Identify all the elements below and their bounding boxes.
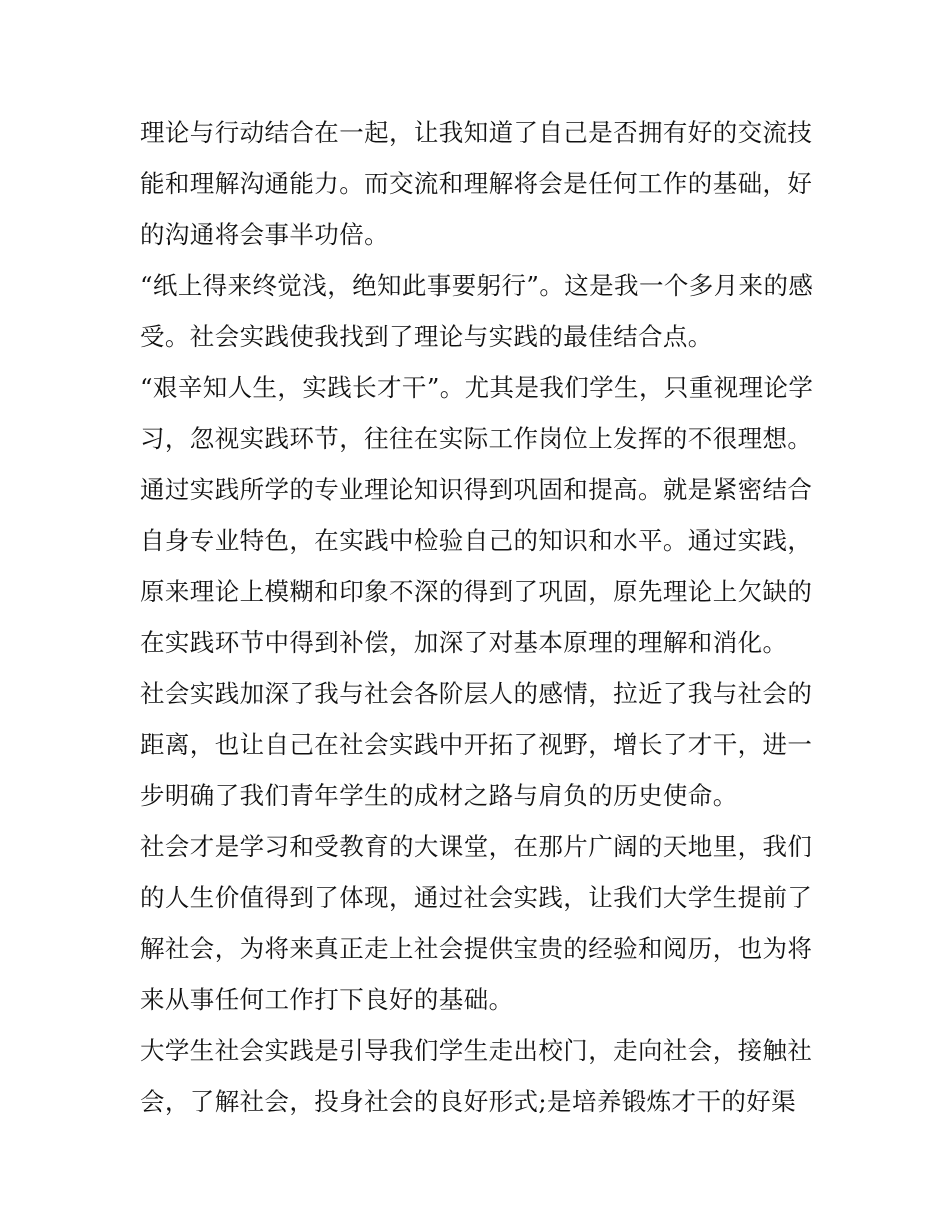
text-line: 来从事任何工作打下良好的基础。 — [140, 985, 514, 1014]
text-line: 原来理论上模糊和印象不深的得到了巩固，原先理论上欠缺的 — [140, 577, 813, 606]
text-line: 步明确了我们青年学生的成材之路与肩负的历史使命。 — [140, 781, 738, 810]
text-line: 的沟通将会事半功倍。 — [140, 220, 389, 249]
text-line: 社会才是学习和受教育的大课堂，在那片广阔的天地里，我们 — [140, 832, 813, 861]
text-line: 理论与行动结合在一起，让我知道了自己是否拥有好的交流技 — [140, 118, 813, 147]
text-line: 解社会，为将来真正走上社会提供宝贵的经验和阅历，也为将 — [140, 934, 813, 963]
text-line: 会，了解社会，投身社会的良好形式;是培养锻炼才干的好渠 — [140, 1087, 797, 1116]
text-line: 能和理解沟通能力。而交流和理解将会是任何工作的基础，好 — [140, 169, 813, 198]
document-body-text — [140, 107, 816, 1127]
text-line: 在实践环节中得到补偿，加深了对基本原理的理解和消化。 — [140, 628, 788, 657]
text-line: “艰辛知人生，实践长才干”。尤其是我们学生，只重视理论学 — [140, 373, 814, 402]
text-line: 通过实践所学的专业理论知识得到巩固和提高。就是紧密结合 — [140, 475, 813, 504]
text-line: 自身专业特色，在实践中检验自己的知识和水平。通过实践， — [140, 526, 813, 555]
text-line: 社会实践加深了我与社会各阶层人的感情，拉近了我与社会的 — [140, 679, 813, 708]
text-line: 距离，也让自己在社会实践中开拓了视野，增长了才干，进一 — [140, 730, 813, 759]
text-line: 大学生社会实践是引导我们学生走出校门，走向社会，接触社 — [140, 1036, 813, 1065]
text-line: “纸上得来终觉浅，绝知此事要躬行”。这是我一个多月来的感 — [140, 271, 814, 300]
text-line: 的人生价值得到了体现，通过社会实践，让我们大学生提前了 — [140, 883, 813, 912]
text-line: 受。社会实践使我找到了理论与实践的最佳结合点。 — [140, 322, 713, 351]
text-line: 习，忽视实践环节，往往在实际工作岗位上发挥的不很理想。 — [140, 424, 813, 453]
